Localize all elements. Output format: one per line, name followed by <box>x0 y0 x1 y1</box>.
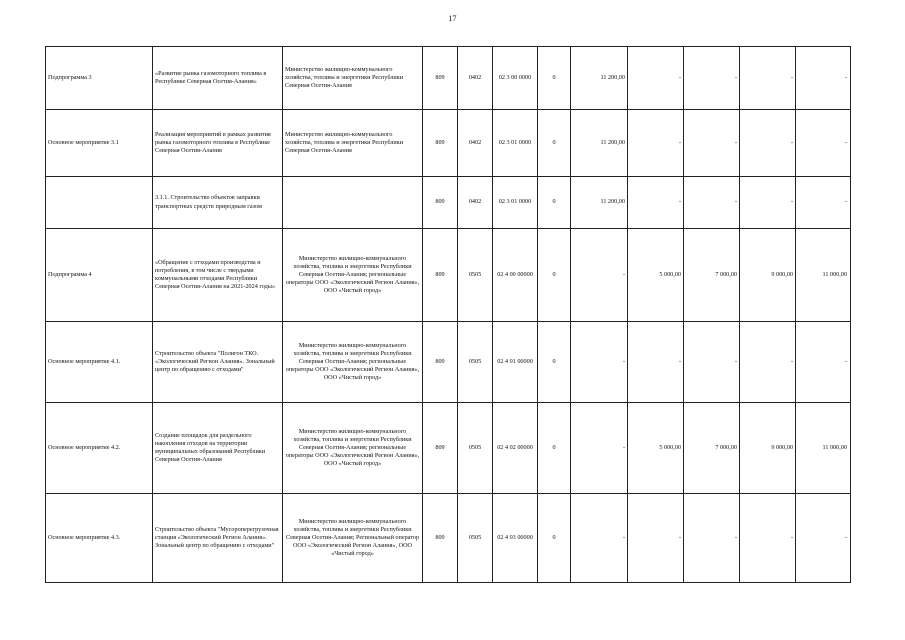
table-row <box>46 403 851 494</box>
amount-year-2: - <box>628 322 684 403</box>
program-description: Строительство объекта "Мусороперегрузочная станция «Экологический Регион Алания». Зональный центр по обращению с отходами" <box>153 494 283 583</box>
csr-code: 02 4 02 00000 <box>493 403 538 494</box>
grbs-code: 809 <box>423 229 458 322</box>
rzpr-code: 0505 <box>458 494 493 583</box>
program-description: Реализация мероприятий в рамках развития рынка газомоторного топлива в Республике Северная Осетия-Алания <box>153 110 283 177</box>
program-name <box>46 177 153 229</box>
amount-year-4: - <box>740 322 796 403</box>
grbs-code: 809 <box>423 177 458 229</box>
program-name: Основное мероприятие 4.1. <box>46 322 153 403</box>
program-name: Основное мероприятие 4.3. <box>46 494 153 583</box>
amount-year-1: 11 200,00 <box>571 110 628 177</box>
amount-year-1: - <box>571 322 628 403</box>
amount-year-2: - <box>628 47 684 110</box>
rzpr-code: 0505 <box>458 403 493 494</box>
amount-year-1: - <box>571 229 628 322</box>
amount-year-1: 11 200,00 <box>571 177 628 229</box>
amount-year-3: - <box>684 177 740 229</box>
responsible-executor: Министерство жилищно-коммунального хозяйства, топлива и энергетики Республики Северная Осетия-Алания; региональные операторы ООО «Экологический Регион Алания», ООО «Чистый город» <box>283 322 423 403</box>
program-description: Создание площадок для раздельного накопления отходов на территории муниципальных образований Республики Северная Осетия-Алания <box>153 403 283 494</box>
grbs-code: 809 <box>423 494 458 583</box>
responsible-executor: Министерство жилищно-коммунального хозяйства, топлива и энергетики Республики Северная Осетия-Алания; региональные операторы ООО «Экологический Регион Алания», ООО «Чистый город» <box>283 403 423 494</box>
amount-year-3: - <box>684 322 740 403</box>
amount-year-2: 5 000,00 <box>628 403 684 494</box>
amount-year-3: - <box>684 47 740 110</box>
rzpr-code: 0402 <box>458 47 493 110</box>
amount-year-3: - <box>684 494 740 583</box>
amount-year-1: - <box>571 403 628 494</box>
responsible-executor: Министерство жилищно-коммунального хозяйства, топлива и энергетики Республики Северная Осетия-Алания; региональные операторы ООО «Экологический Регион Алания», ООО «Чистый город» <box>283 229 423 322</box>
grbs-code: 809 <box>423 47 458 110</box>
table-row <box>46 47 851 110</box>
rzpr-code: 0402 <box>458 177 493 229</box>
csr-code: 02 3 01 0000 <box>493 110 538 177</box>
csr-code: 02 4 01 00000 <box>493 322 538 403</box>
responsible-executor <box>283 177 423 229</box>
program-name: Основное мероприятие 4.2. <box>46 403 153 494</box>
amount-year-2: - <box>628 110 684 177</box>
amount-year-5: - <box>796 494 851 583</box>
program-description: «Обращение с отходами производства и потребления, в том числе с твердыми коммунальными отходами Республики Северная Осетия-Алания на 2021-2024 годы» <box>153 229 283 322</box>
amount-year-1: - <box>571 494 628 583</box>
program-description: Строительство объекта "Полигон ТКО. «Экологический Регион Алания». Зональный центр по обращению с отходами" <box>153 322 283 403</box>
amount-year-4: - <box>740 177 796 229</box>
vr-code: 0 <box>538 494 571 583</box>
amount-year-5: 11 000,00 <box>796 403 851 494</box>
amount-year-5: - <box>796 47 851 110</box>
table-row <box>46 494 851 583</box>
amount-year-2: 5 000,00 <box>628 229 684 322</box>
vr-code: 0 <box>538 403 571 494</box>
amount-year-3: - <box>684 110 740 177</box>
rzpr-code: 0505 <box>458 229 493 322</box>
program-description: 3.1.1. Строительство объектов заправки транспортных средств природным газом <box>153 177 283 229</box>
table-row <box>46 110 851 177</box>
program-description: «Развитие рынка газомоторного топлива в Республике Северная Осетия-Алания» <box>153 47 283 110</box>
amount-year-5: - <box>796 322 851 403</box>
responsible-executor: Министерство жилищно-коммунального хозяйства, топлива и энергетики Республики Северная Осетия-Алания <box>283 110 423 177</box>
program-name: Основное мероприятие 3.1 <box>46 110 153 177</box>
rzpr-code: 0402 <box>458 110 493 177</box>
grbs-code: 809 <box>423 403 458 494</box>
grbs-code: 809 <box>423 322 458 403</box>
amount-year-4: - <box>740 494 796 583</box>
table-row <box>46 177 851 229</box>
vr-code: 0 <box>538 47 571 110</box>
csr-code: 02 3 00 0000 <box>493 47 538 110</box>
csr-code: 02 4 03 00000 <box>493 494 538 583</box>
responsible-executor: Министерство жилищно-коммунального хозяйства, топлива и энергетики Республики Северная Осетия-Алания <box>283 47 423 110</box>
program-name: Подпрограмма 3 <box>46 47 153 110</box>
amount-year-5: 11 000,00 <box>796 229 851 322</box>
amount-year-1: 11 200,00 <box>571 47 628 110</box>
vr-code: 0 <box>538 110 571 177</box>
amount-year-5: - <box>796 177 851 229</box>
amount-year-2: - <box>628 494 684 583</box>
amount-year-4: - <box>740 110 796 177</box>
budget-table <box>45 46 851 583</box>
page-number: 17 <box>448 14 457 23</box>
vr-code: 0 <box>538 322 571 403</box>
rzpr-code: 0505 <box>458 322 493 403</box>
csr-code: 02 3 01 0000 <box>493 177 538 229</box>
amount-year-2: - <box>628 177 684 229</box>
program-name: Подпрограмма 4 <box>46 229 153 322</box>
grbs-code: 809 <box>423 110 458 177</box>
amount-year-4: 9 000,00 <box>740 403 796 494</box>
amount-year-3: 7 000,00 <box>684 229 740 322</box>
csr-code: 02 4 00 00000 <box>493 229 538 322</box>
amount-year-4: 9 000,00 <box>740 229 796 322</box>
amount-year-5: - <box>796 110 851 177</box>
vr-code: 0 <box>538 229 571 322</box>
table-row <box>46 322 851 403</box>
table-row <box>46 229 851 322</box>
amount-year-4: - <box>740 47 796 110</box>
responsible-executor: Министерство жилищно-коммунального хозяйства, топлива и энергетики Республики Северная Осетия-Алания; Региональный оператор ООО «Экологический Регион Алания», ООО «Чистый город» <box>283 494 423 583</box>
vr-code: 0 <box>538 177 571 229</box>
amount-year-3: 7 000,00 <box>684 403 740 494</box>
